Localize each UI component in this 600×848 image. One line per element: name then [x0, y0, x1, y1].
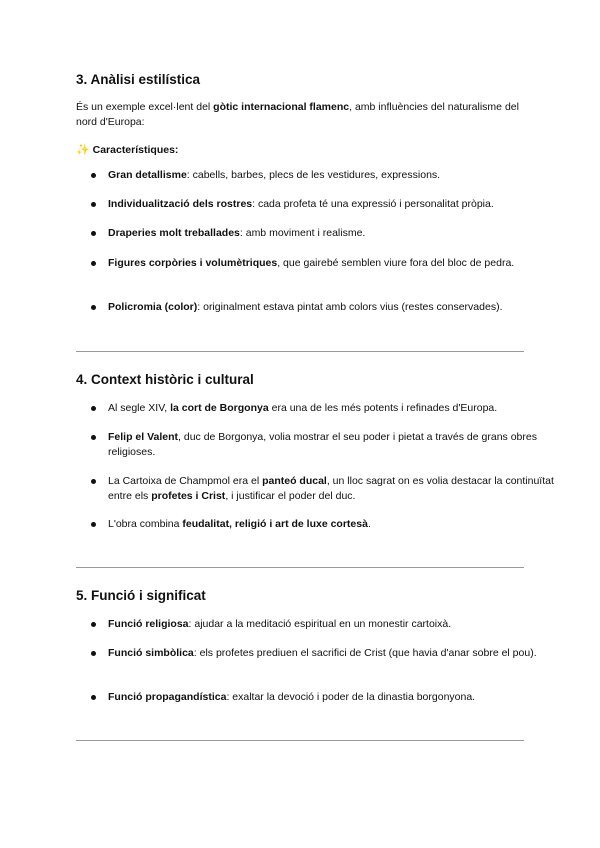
item-text: , que gairebé semblen viure fora del bloc de pedra.: [277, 257, 515, 269]
features-label-row: [76, 143, 526, 158]
list-item: [76, 197, 558, 212]
item-bold: Individualització dels rostres: [108, 198, 253, 210]
bullet-icon: [91, 622, 96, 627]
list-item: [76, 474, 558, 504]
intro-paragraph: [76, 100, 526, 130]
item-bold: Figures corpòries i volumètriques: [108, 257, 278, 269]
bullet-icon: [91, 435, 96, 440]
item-text: : exaltar la devoció i poder de la dinastia borgonyona.: [226, 691, 476, 703]
item-bold: panteó ducal: [262, 475, 327, 487]
item-text: : ajudar a la meditació espiritual en un monestir cartoixà.: [188, 618, 452, 630]
item-bold: profetes i Crist: [151, 490, 226, 502]
features-label: Característiques:: [92, 144, 179, 156]
list-item: [76, 256, 558, 271]
item-text: .: [367, 518, 371, 530]
section-heading: 3. Anàlisi estilística: [76, 72, 201, 87]
list-item: [76, 517, 558, 532]
intro-text: És un exemple excel·lent del: [76, 101, 214, 113]
item-text: L'obra combina: [108, 518, 183, 530]
item-text: , duc de Borgonya, volia mostrar el seu poder i pietat a través de grans obres religioses.: [108, 431, 537, 458]
section-function-meaning: [76, 587, 526, 605]
bullet-icon: [91, 406, 96, 411]
item-bold: Funció religiosa: [108, 618, 189, 630]
list-item: [76, 168, 558, 183]
section-historical-context: [76, 371, 526, 389]
item-bold: Policromia (color): [108, 301, 198, 313]
item-text: : amb moviment i realisme.: [239, 227, 366, 239]
divider: [76, 740, 524, 741]
list-item: [76, 690, 558, 705]
item-text: : cada profeta té una expressió i personalitat pròpia.: [252, 198, 494, 210]
divider: [76, 351, 524, 352]
bullet-icon: [91, 231, 96, 236]
item-text: , i justificar el poder del duc.: [225, 490, 356, 502]
bullet-icon: [91, 522, 96, 527]
section-heading: 4. Context històric i cultural: [76, 372, 254, 387]
section-heading: 5. Funció i significat: [76, 588, 206, 603]
item-text: era una de les més potents i refinades d'Europa.: [268, 402, 498, 414]
item-bold: feudalitat, religió i art de luxe cortesà: [182, 518, 368, 530]
list-item: [76, 226, 558, 241]
bullet-icon: [91, 305, 96, 310]
list-item: [76, 401, 558, 416]
item-text: : cabells, barbes, plecs de les vestidures, expressions.: [186, 169, 441, 181]
item-bold: Gran detallisme: [108, 169, 187, 181]
item-bold: Funció propagandística: [108, 691, 227, 703]
intro-bold: gòtic internacional flamenc: [213, 101, 350, 113]
list-item: [76, 617, 558, 632]
item-bold: Funció simbòlica: [108, 647, 194, 659]
item-text: : els profetes prediuen el sacrifici de Crist (que havia d'anar sobre el pou).: [193, 647, 537, 659]
list-item: [76, 430, 558, 460]
item-bold: Felip el Valent: [108, 431, 179, 443]
item-text: Al segle XIV,: [108, 402, 171, 414]
list-item: [76, 300, 558, 315]
item-bold: la cort de Borgonya: [170, 402, 269, 414]
bullet-icon: [91, 695, 96, 700]
sparkles-icon: ✨: [76, 144, 90, 156]
list-item: [76, 646, 558, 661]
item-text: , un lloc sagrat on es volia destacar la continuïtat entre els: [108, 475, 554, 502]
bullet-icon: [91, 173, 96, 178]
item-bold: Draperies molt treballades: [108, 227, 240, 239]
item-text: : originalment estava pintat amb colors vius (restes conservades).: [197, 301, 503, 313]
bullet-icon: [91, 261, 96, 266]
intro-text-end: , amb influències del naturalisme del nord d'Europa:: [76, 101, 519, 128]
bullet-icon: [91, 479, 96, 484]
item-text: La Cartoixa de Champmol era el: [108, 475, 263, 487]
bullet-icon: [91, 202, 96, 207]
section-stylistic-analysis: [76, 71, 526, 89]
divider: [76, 567, 524, 568]
bullet-icon: [91, 651, 96, 656]
